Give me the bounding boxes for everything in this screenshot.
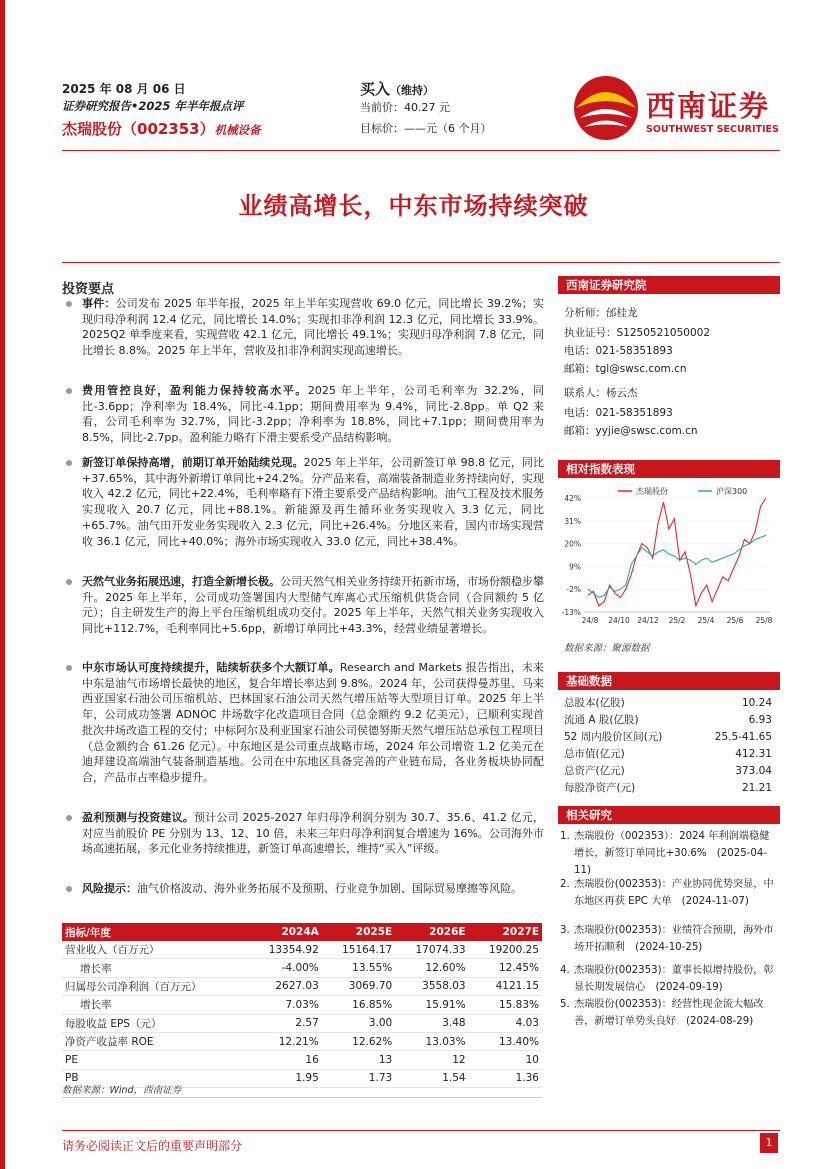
table-cell: 3.48 [395, 1014, 468, 1032]
bullet-heading: 盈利预测与投资建议。 [82, 811, 194, 824]
logo-text-cn: 西南证券 [646, 89, 771, 123]
table-header-row [62, 923, 542, 941]
current-price: 当前价：40.27 元 [360, 101, 450, 114]
row-label: PE [62, 1051, 248, 1069]
table-cell: 15.83% [469, 996, 542, 1014]
bullet-text: Research and Markets 报告指出，未来中东是油气市场增长最快的地区，复合年增长率达到 9.8%。2024 年，公司获得曼苏里、马来西亚国家石油公司压缩机站、巴林国家石油公司天然气增压站等大型项目订单。2025 年上半年，公司成功签署 ADNOC 井场数字化改造项目合同（总金额约 9.2 亿美元），已顺利实现首批次井场改造工程的交付；中标阿尔及利亚国家石油公司侯德努斯天然气增压站总承包工程项目（总金额约合 61.26 亿元）。中东地区是公司重点战略市场，2024 年公司增资 1.2 亿美元在迪拜建设高端油气装备制造基地。公司在中东地区具备完善的产业链布局，各业务板块协同配合，产品市占率稳步提升。 [82, 661, 545, 784]
x-tick-label: 24/8 [581, 616, 599, 625]
basic-data-value: 10.24 [741, 696, 772, 709]
bullet-text: 2025 年上半年，公司毛利率为 32.2%，同比-3.6pp；净利率为 18.4%，同比-4.1pp；期间费用率为 9.4%，同比-2.8pp。单 Q2 来看，公司毛利率为 32.7%，同比-3.2pp；净利率为 18.8%，同比+7.1pp；期间费用率为 8.5%，同比-2.7pp。盈利能力略有下滑主要系受产品结构影响。 [82, 384, 545, 445]
related-item-text: 杰瑞股份(002353)：经营性现金流大幅改善，新增订单势头良好 (2024-08-29) [574, 999, 764, 1027]
target-price: 目标价：——元（6 个月） [360, 122, 492, 135]
bullet-dot-icon [66, 886, 72, 892]
bullet-dot-icon [66, 815, 72, 821]
related-research-item[interactable] [560, 962, 774, 996]
rating [360, 78, 434, 99]
basic-data-row [564, 745, 772, 762]
table-cell: 3069.70 [322, 977, 395, 995]
table-cell: 12.21% [248, 1032, 321, 1050]
analyst-phone: 电话：021-58351893 [564, 345, 673, 357]
table-cell: 13.03% [395, 1032, 468, 1050]
bullet-heading: 风险提示： [82, 882, 137, 895]
bullet-middle-east [66, 660, 544, 786]
table-row [62, 1051, 542, 1069]
table-cell: 4.03 [469, 1014, 542, 1032]
basic-data-value: 6.93 [748, 713, 772, 726]
table-cell: 12.60% [395, 959, 468, 977]
related-item-number: 4. [560, 965, 570, 976]
table-cell: 12.45% [469, 959, 542, 977]
x-tick-label: 24/10 [608, 616, 630, 625]
related-research-item[interactable] [560, 922, 774, 956]
y-tick-label: 42% [564, 494, 581, 503]
basic-data-row [564, 728, 772, 745]
table-cell: 10 [469, 1051, 542, 1069]
chart-source: 数据来源：聚源数据 [564, 643, 650, 654]
table-cell: 15.91% [395, 996, 468, 1014]
basic-data-row [564, 711, 772, 728]
table-cell: 15164.17 [322, 941, 395, 959]
basic-data-value: 21.21 [741, 781, 772, 794]
bullet-dot-icon [66, 665, 72, 671]
table-header-cell: 2026E [395, 923, 468, 941]
table-row [62, 959, 542, 977]
basic-data-row [564, 694, 772, 711]
bullet-forecast [66, 810, 544, 857]
table-cell: 12 [395, 1051, 468, 1069]
table-header-cell: 指标/年度 [62, 923, 248, 941]
section-title: 投资要点 [62, 282, 115, 297]
table-cell: 1.73 [322, 1069, 395, 1087]
company-name: 杰瑞股份（002353） [62, 120, 215, 138]
series-line-0 [588, 498, 766, 606]
legend-label: 杰瑞股份 [636, 487, 668, 496]
table-row [62, 977, 542, 995]
left-accent-bar [0, 0, 5, 1169]
related-research-item[interactable] [560, 828, 774, 879]
sector: 机械设备 [214, 123, 261, 137]
logo-text-en: SOUTHWEST SECURITIES [646, 124, 779, 135]
performance-header: 相对指数表现 [558, 460, 780, 478]
report-type: 证券研究报告•2025 年半年报点评 [62, 99, 244, 113]
table-cell: -4.00% [248, 959, 321, 977]
page-number: 1 [760, 1133, 778, 1153]
company-logo [568, 72, 778, 144]
bullet-gas [66, 574, 544, 637]
bullet-text: 预计公司 2025-2027 年归母净利润分别为 30.7、35.6、41.2 亿元，对应当前股价 PE 分别为 13、12、10 倍，未来三年归母净利润复合增速为 16%。公司海外市场高速拓展，多元化业务持续推进，新签订单高速增长，维持“买入”评级。 [82, 811, 545, 856]
bullet-heading: 中东市场认可度持续提升，陆续斩获多个大额订单。 [82, 661, 340, 674]
contact-email[interactable]: 邮箱：yyjie@swsc.com.cn [564, 425, 698, 437]
table-cell: 13354.92 [248, 941, 321, 959]
related-item-text: 杰瑞股份(002353)：产业协同优势突显，中东地区再获 EPC 大单 (2024-11-07) [574, 879, 774, 907]
table-row [62, 1032, 542, 1050]
rating-value: 买入 [360, 80, 391, 98]
related-research-item[interactable] [560, 876, 774, 910]
basic-data-label: 每股净资产(元) [564, 782, 636, 794]
basic-data-value: 373.04 [735, 764, 772, 777]
x-tick-label: 25/8 [755, 616, 773, 625]
bullet-heading: 新签订单保持高增，前期订单开始陆续兑现。 [82, 456, 304, 469]
table-cell: 1.54 [395, 1069, 468, 1087]
basic-data-label: 流通 A 股(亿股) [564, 714, 639, 726]
company-line [62, 118, 261, 139]
table-header-cell: 2024A [248, 923, 321, 941]
related-item-number: 5. [560, 999, 570, 1010]
basic-data-label: 总股本(亿股) [564, 697, 625, 709]
y-tick-label: 31% [564, 516, 581, 526]
related-item-text: 杰瑞股份(002353)：董事长拟增持股份，彰显长期发展信心 (2024-09-19) [574, 965, 774, 993]
analyst-name: 分析师：邰桂龙 [564, 307, 638, 319]
row-label: 增长率 [62, 959, 248, 977]
basic-data-row [564, 762, 772, 779]
related-item-text: 杰瑞股份(002353)：业绩符合预期，海外市场开拓顺利 (2024-10-25) [574, 925, 774, 953]
bullet-orders [66, 455, 544, 549]
table-row [62, 941, 542, 959]
bullet-text: 公司天然气相关业务持续开拓新市场，市场份额稳步攀升。2025 年上半年，公司成功签署国内大型储气库离心式压缩机供货合同（合同额约 5 亿元）；自主研发生产的海上平台压缩机组成功交付。2025 年上半年，天然气相关业务实现收入同比+112.7%，毛利率同比+5.6pp，新增订单同比+43.3%，经营业绩显著增长。 [82, 575, 544, 636]
row-label: 归属母公司净利润（百万元） [62, 977, 248, 995]
contact-name: 联系人：杨云杰 [564, 387, 638, 399]
footer-disclaimer: 请务必阅读正文后的重要声明部分 [62, 1139, 243, 1153]
x-tick-label: 25/4 [697, 616, 715, 625]
y-tick-label: -2% [566, 585, 581, 595]
bullet-text: 油气价格波动、海外业务拓展不及预期、行业竞争加剧、国际贸易摩擦等风险。 [137, 882, 522, 895]
related-research-item[interactable] [560, 996, 774, 1030]
table-row [62, 996, 542, 1014]
table-source: 数据来源：Wind，西南证券 [62, 1085, 182, 1096]
row-label: 营业收入（百万元） [62, 941, 248, 959]
table-cell: 16.85% [322, 996, 395, 1014]
table-cell: 7.03% [248, 996, 321, 1014]
table-cell: 1.95 [248, 1069, 321, 1087]
header-divider [62, 150, 780, 151]
x-tick-label: 25/6 [726, 616, 744, 625]
logo-emblem-icon [568, 72, 644, 142]
related-research-header: 相关研究 [558, 806, 780, 824]
table-cell: 13 [322, 1051, 395, 1069]
relative-performance-chart [558, 484, 780, 632]
basic-data-row [564, 779, 772, 796]
table-header-cell: 2025E [322, 923, 395, 941]
bullet-heading: 天然气业务拓展迅速，打造全新增长极。 [82, 575, 280, 588]
legend-label: 沪深300 [716, 487, 748, 496]
table-cell: 3558.03 [395, 977, 468, 995]
financial-forecast-table [62, 923, 542, 1088]
table-cell: 13.55% [322, 959, 395, 977]
related-item-number: 3. [560, 925, 570, 936]
table-cell: 4121.15 [469, 977, 542, 995]
table-header-cell: 2027E [469, 923, 542, 941]
title-divider [62, 262, 780, 263]
basic-data-value: 25.5-41.65 [714, 730, 772, 743]
footer-divider [62, 1130, 780, 1131]
row-label: 净资产收益率 ROE [62, 1032, 248, 1050]
table-bottom-rule [62, 1097, 542, 1098]
contact-phone: 电话：021-58351893 [564, 407, 673, 419]
x-tick-label: 25/2 [668, 616, 686, 625]
bullet-text: 2025 年上半年，公司新签订单 98.8 亿元，同比+37.65%，其中海外新增订单同比+24.2%。分产品来看，高端装备制造业务持续向好，实现收入 42.2 亿元，同比+22.4%，毛利率略有下滑主要系受产品结构影响。油气工程及技术服务实现收入 20.7 亿元，同比+88.1%。新能源及再生循环业务实现收入 3.3 亿元，同比+65.7%。油气田开发业务实现收入 2.3 亿元，同比+26.4%。分地区来看，国内市场实现营收 36.1 亿元，同比+40.0%；海外市场实现收入 33.0 亿元，同比+38.4%。 [82, 456, 544, 548]
related-item-number: 2. [560, 879, 570, 890]
bullet-dot-icon [66, 301, 72, 307]
rating-note: （维持） [390, 84, 435, 97]
related-item-number: 1. [560, 831, 570, 842]
table-cell: 12.62% [322, 1032, 395, 1050]
basic-data-value: 412.31 [735, 747, 772, 760]
table-row [62, 1014, 542, 1032]
basic-data-header: 基础数据 [558, 672, 780, 690]
table-cell: 3.00 [322, 1014, 395, 1032]
basic-data-label: 52 周内股价区间(元) [564, 731, 663, 743]
analyst-email[interactable]: 邮箱：tgl@swsc.com.cn [564, 363, 687, 375]
table-cell: 2627.03 [248, 977, 321, 995]
table-cell: 13.40% [469, 1032, 542, 1050]
table-cell: 19200.25 [469, 941, 542, 959]
y-tick-label: 9% [569, 562, 581, 572]
y-tick-label: -13% [561, 608, 581, 617]
bullet-event [66, 296, 544, 359]
bullet-dot-icon [66, 388, 72, 394]
related-item-text: 杰瑞股份（002353）：2024 年利润端稳健增长，新签订单同比+30.6% (2025-04-11) [574, 831, 770, 876]
row-label: 增长率 [62, 996, 248, 1014]
basic-data-label: 总资产(亿元) [564, 765, 625, 777]
bullet-heading: 费用管控良好，盈利能力保持较高水平。 [82, 384, 308, 397]
basic-data-table [564, 694, 772, 796]
x-tick-label: 24/12 [637, 616, 659, 625]
basic-data-label: 总市值(亿元) [564, 748, 625, 760]
bullet-text: 公司发布 2025 年半年报，2025 年上半年实现营收 69.0 亿元，同比增长 39.2%；实现归母净利润 12.4 亿元，同比增长 14.0%；实现扣非净利润 12.3 亿元，同比增长 33.9%。2025Q2 单季度来看，实现营收 42.1 亿元，同比增长 49.1%；实现归母净利润 7.8 亿元，同比增长 8.8%。2025 年上半年，营收及扣非净利润实现高速增长。 [82, 297, 545, 358]
table-cell: 1.36 [469, 1069, 542, 1087]
row-label: PB [62, 1069, 248, 1087]
report-title: 业绩高增长，中东市场持续突破 [238, 192, 589, 220]
table-cell: 2.57 [248, 1014, 321, 1032]
bullet-cost [66, 383, 544, 446]
analyst-license: 执业证号：S1250521050002 [564, 327, 711, 339]
y-tick-label: 20% [564, 539, 581, 549]
bullet-dot-icon [66, 579, 72, 585]
report-date: 2025 年 08 月 06 日 [62, 82, 186, 96]
table-cell: 16 [248, 1051, 321, 1069]
research-inst-header: 西南证券研究院 [558, 276, 780, 294]
bullet-heading: 事件： [82, 297, 116, 310]
table-cell: 17074.33 [395, 941, 468, 959]
row-label: 每股收益 EPS（元） [62, 1014, 248, 1032]
bullet-risk [66, 881, 544, 897]
bullet-dot-icon [66, 460, 72, 466]
